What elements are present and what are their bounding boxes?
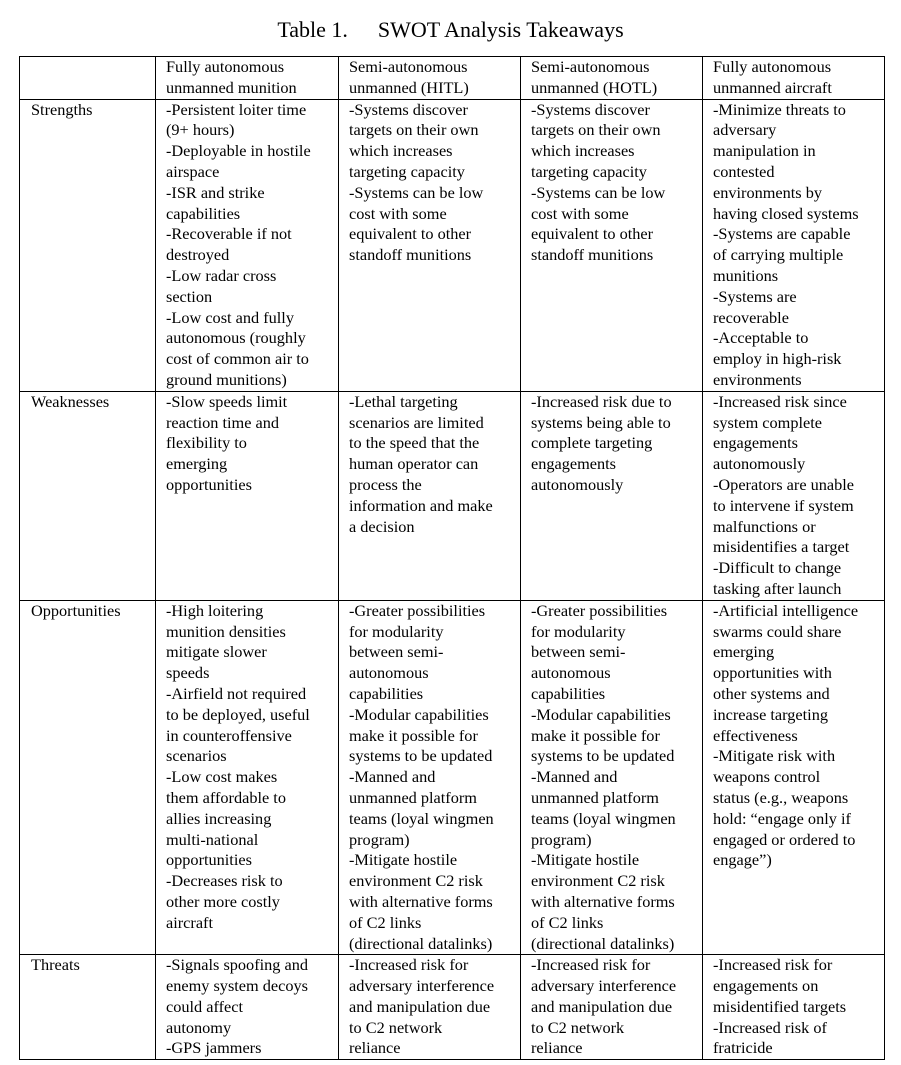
cell-line: autonomously	[531, 474, 624, 494]
cell-line: -ISR and strike	[166, 182, 265, 202]
table-cell	[703, 955, 885, 1060]
cell-line: unmanned platform	[531, 787, 659, 807]
cell-line: and manipulation due	[531, 996, 673, 1016]
table-row	[20, 99, 885, 391]
table-cell	[156, 600, 339, 955]
cell-line: capabilities	[349, 683, 424, 703]
cell-line: engagements	[531, 454, 616, 474]
cell-line: -Decreases risk to	[166, 871, 283, 891]
cell-line: -Deployable in hostile	[166, 141, 311, 161]
cell-line: allies increasing	[166, 808, 272, 828]
cell-line: -Manned and	[531, 767, 618, 787]
row-label: Opportunities	[31, 600, 121, 620]
cell-line: -Mitigate hostile	[349, 850, 458, 870]
cell-line: airspace	[166, 161, 220, 181]
column-header	[156, 57, 339, 100]
cell-line: unmanned (HOTL)	[531, 77, 658, 97]
cell-line: -Persistent loiter time	[166, 99, 307, 119]
cell-line: adversary interference	[531, 976, 677, 996]
cell-line: fratricide	[713, 1038, 773, 1058]
cell-line: -GPS jammers	[166, 1038, 262, 1058]
cell-line: systems being able to	[531, 412, 671, 432]
cell-line: teams (loyal wingmen	[531, 808, 676, 828]
cell-line: -Mitigate hostile	[531, 850, 640, 870]
cell-line: -Modular capabilities	[349, 704, 489, 724]
cell-line: -Greater possibilities	[349, 600, 486, 620]
row-header	[20, 99, 156, 391]
cell-line: contested	[713, 161, 775, 181]
table-cell	[156, 391, 339, 600]
cell-line: opportunities	[166, 474, 252, 494]
table-cell	[703, 99, 885, 391]
cell-line: -Systems are capable	[713, 224, 851, 244]
cell-line: could affect	[166, 996, 243, 1016]
cell-line: (9+ hours)	[166, 120, 235, 140]
cell-line: -Increased risk of	[713, 1017, 827, 1037]
cell-line: -Recoverable if not	[166, 224, 292, 244]
cell-line: unmanned munition	[166, 77, 297, 97]
cell-line: engaged or ordered to	[713, 829, 856, 849]
cell-line: environment C2 risk	[531, 871, 665, 891]
row-label: Threats	[31, 955, 80, 975]
column-header	[703, 57, 885, 100]
cell-line: increase targeting	[713, 704, 828, 724]
cell-line: -Airfield not required	[166, 683, 307, 703]
cell-line: reliance	[349, 1038, 401, 1058]
cell-line: misidentified targets	[713, 996, 847, 1016]
table-row	[20, 391, 885, 600]
cell-line: -Increased risk for	[531, 955, 651, 975]
cell-line: -Minimize threats to	[713, 99, 846, 119]
cell-line: emerging	[166, 454, 228, 474]
cell-line: engagements	[713, 433, 798, 453]
cell-line: status (e.g., weapons	[713, 787, 849, 807]
cell-line: -Increased risk for	[713, 955, 833, 975]
cell-line: targeting capacity	[349, 161, 465, 181]
cell-line: equivalent to other	[349, 224, 472, 244]
cell-line: between semi-	[531, 642, 626, 662]
cell-line: and manipulation due	[349, 996, 491, 1016]
column-header	[521, 57, 703, 100]
cell-line: employ in high-risk	[713, 349, 842, 369]
cell-line: swarms could share	[713, 621, 842, 641]
cell-line: human operator can	[349, 454, 479, 474]
cell-line: misidentifies a target	[713, 537, 850, 557]
cell-line: Semi-autonomous	[531, 57, 650, 76]
cell-line: ground munitions)	[166, 369, 287, 389]
cell-line: systems to be updated	[349, 746, 493, 766]
cell-line: effectiveness	[713, 725, 798, 745]
row-header	[20, 391, 156, 600]
cell-line: a decision	[349, 516, 415, 536]
cell-line: of C2 links	[349, 912, 422, 932]
header-row	[20, 57, 885, 100]
cell-line: program)	[349, 829, 410, 849]
cell-line: targeting capacity	[531, 161, 647, 181]
row-header	[20, 600, 156, 955]
cell-line: engage”)	[713, 850, 772, 870]
cell-line: -Slow speeds limit	[166, 391, 288, 411]
cell-line: manipulation in	[713, 141, 816, 161]
cell-line: -Increased risk since	[713, 391, 847, 411]
table-row	[20, 955, 885, 1060]
cell-line: environments by	[713, 182, 822, 202]
row-header	[20, 955, 156, 1060]
table-cell	[703, 391, 885, 600]
table-cell	[521, 955, 703, 1060]
cell-line: having closed systems	[713, 203, 859, 223]
cell-line: unmanned aircraft	[713, 77, 832, 97]
table-cell	[339, 99, 521, 391]
cell-line: other systems and	[713, 683, 830, 703]
cell-line: to be deployed, useful	[166, 704, 310, 724]
cell-line: -Increased risk due to	[531, 391, 672, 411]
cell-line: cost of common air to	[166, 349, 309, 369]
table-cell	[156, 99, 339, 391]
cell-line: for modularity	[349, 621, 444, 641]
cell-line: speeds	[166, 663, 210, 683]
cell-line: reaction time and	[166, 412, 280, 432]
cell-line: enemy system decoys	[166, 976, 308, 996]
cell-line: cost with some	[349, 203, 447, 223]
cell-line: systems to be updated	[531, 746, 675, 766]
swot-table	[19, 56, 885, 1060]
cell-line: standoff munitions	[349, 245, 472, 265]
cell-line: scenarios	[166, 746, 227, 766]
cell-line: autonomously	[713, 454, 806, 474]
cell-line: to intervene if system	[713, 495, 854, 515]
cell-line: adversary	[713, 120, 777, 140]
cell-line: opportunities with	[713, 663, 832, 683]
cell-line: -Systems discover	[349, 99, 468, 119]
cell-line: -Modular capabilities	[531, 704, 671, 724]
cell-line: information and make	[349, 495, 493, 515]
cell-line: autonomous	[349, 663, 429, 683]
cell-line: -Systems can be low	[349, 182, 484, 202]
cell-line: in counteroffensive	[166, 725, 292, 745]
cell-line: malfunctions or	[713, 516, 816, 536]
cell-line: environment C2 risk	[349, 871, 483, 891]
table-number: Table 1.	[277, 17, 348, 42]
cell-line: recoverable	[713, 307, 789, 327]
cell-line: Fully autonomous	[713, 57, 832, 76]
cell-line: scenarios are limited	[349, 412, 484, 432]
cell-line: weapons control	[713, 767, 821, 787]
table-cell	[521, 391, 703, 600]
cell-line: -Systems can be low	[531, 182, 666, 202]
cell-line: hold: “engage only if	[713, 808, 851, 828]
cell-line: -Mitigate risk with	[713, 746, 836, 766]
cell-line: -Signals spoofing and	[166, 955, 308, 975]
cell-line: destroyed	[166, 245, 230, 265]
corner-cell	[20, 57, 156, 100]
cell-line: capabilities	[531, 683, 606, 703]
cell-line: Semi-autonomous	[349, 57, 468, 76]
cell-line: equivalent to other	[531, 224, 654, 244]
cell-line: which increases	[349, 141, 453, 161]
table-cell	[339, 600, 521, 955]
cell-line: (directional datalinks)	[349, 933, 493, 953]
cell-line: munition densities	[166, 621, 286, 641]
cell-line: engagements on	[713, 976, 819, 996]
cell-line: mitigate slower	[166, 642, 267, 662]
cell-line: tasking after launch	[713, 578, 842, 598]
cell-line: cost with some	[531, 203, 629, 223]
table-cell	[156, 955, 339, 1060]
table-cell	[339, 955, 521, 1060]
cell-line: make it possible for	[349, 725, 478, 745]
table-row	[20, 600, 885, 955]
cell-line: reliance	[531, 1038, 583, 1058]
cell-line: unmanned (HITL)	[349, 77, 469, 97]
cell-line: for modularity	[531, 621, 626, 641]
cell-line: emerging	[713, 642, 775, 662]
cell-line: unmanned platform	[349, 787, 477, 807]
table-cell	[521, 600, 703, 955]
cell-line: process the	[349, 474, 422, 494]
cell-line: make it possible for	[531, 725, 660, 745]
cell-line: -Manned and	[349, 767, 436, 787]
cell-line: program)	[531, 829, 592, 849]
table-cell	[339, 391, 521, 600]
cell-line: -Difficult to change	[713, 558, 842, 578]
cell-line: -Operators are unable	[713, 474, 855, 494]
cell-line: -Low cost and fully	[166, 307, 294, 327]
cell-line: opportunities	[166, 850, 252, 870]
cell-line: (directional datalinks)	[531, 933, 675, 953]
table-title: SWOT Analysis Takeaways	[377, 17, 624, 42]
cell-line: to C2 network	[531, 1017, 625, 1037]
cell-line: targets on their own	[531, 120, 661, 140]
table-caption	[0, 16, 901, 44]
cell-line: complete targeting	[531, 433, 653, 453]
row-label: Weaknesses	[31, 391, 110, 411]
cell-line: -Increased risk for	[349, 955, 469, 975]
cell-line: environments	[713, 369, 802, 389]
cell-line: -Acceptable to	[713, 328, 809, 348]
cell-line: -Greater possibilities	[531, 600, 668, 620]
cell-line: standoff munitions	[531, 245, 654, 265]
cell-line: between semi-	[349, 642, 444, 662]
cell-line: -Systems discover	[531, 99, 650, 119]
cell-line: system complete	[713, 412, 822, 432]
cell-line: capabilities	[166, 203, 241, 223]
cell-line: them affordable to	[166, 787, 286, 807]
cell-line: which increases	[531, 141, 635, 161]
cell-line: to C2 network	[349, 1017, 443, 1037]
cell-line: -Systems are	[713, 286, 797, 306]
cell-line: section	[166, 286, 213, 306]
table-cell	[703, 600, 885, 955]
cell-line: -Lethal targeting	[349, 391, 458, 411]
cell-line: -Low radar cross	[166, 265, 277, 285]
cell-line: multi-national	[166, 829, 259, 849]
row-label: Strengths	[31, 99, 93, 119]
cell-line: -Low cost makes	[166, 767, 278, 787]
cell-line: aircraft	[166, 912, 213, 932]
cell-line: Fully autonomous	[166, 57, 285, 76]
cell-line: autonomous	[531, 663, 611, 683]
cell-line: teams (loyal wingmen	[349, 808, 494, 828]
cell-line: to the speed that the	[349, 433, 480, 453]
cell-line: with alternative forms	[531, 891, 675, 911]
cell-line: autonomy	[166, 1017, 232, 1037]
table-cell	[521, 99, 703, 391]
cell-line: of carrying multiple	[713, 245, 844, 265]
cell-line: munitions	[713, 265, 779, 285]
cell-line: other more costly	[166, 891, 280, 911]
cell-line: -High loitering	[166, 600, 264, 620]
column-header	[339, 57, 521, 100]
cell-line: flexibility to	[166, 433, 247, 453]
cell-line: with alternative forms	[349, 891, 493, 911]
cell-line: of C2 links	[531, 912, 604, 932]
cell-line: autonomous (roughly	[166, 328, 306, 348]
cell-line: -Artificial intelligence	[713, 600, 859, 620]
cell-line: targets on their own	[349, 120, 479, 140]
cell-line: adversary interference	[349, 976, 495, 996]
